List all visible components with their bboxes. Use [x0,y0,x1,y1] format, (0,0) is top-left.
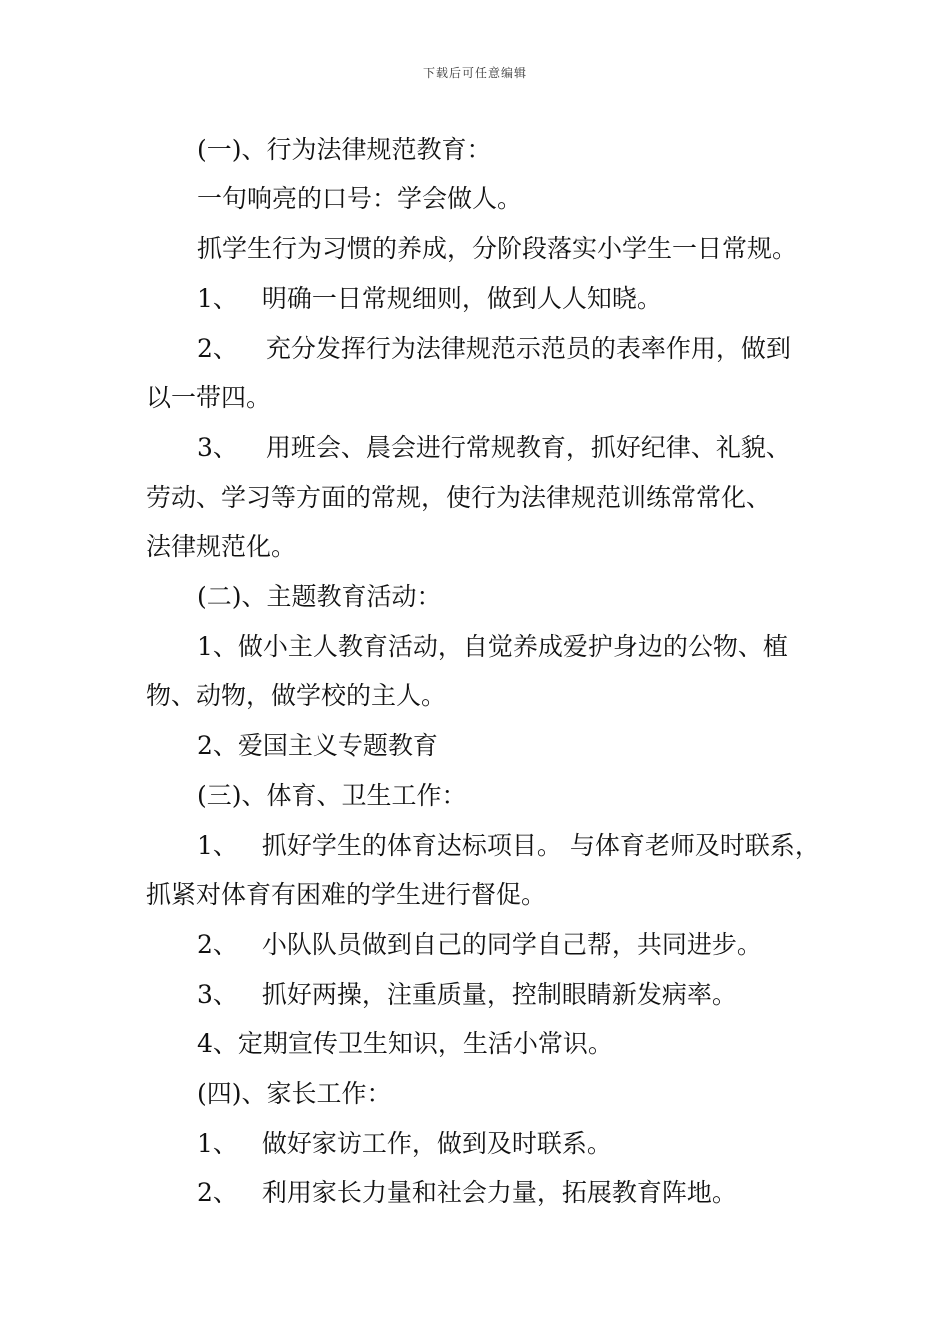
list-item: 1、 明确一日常规细则，做到人人知晓。 [197,284,662,313]
paragraph-line: 劳动、学习等方面的常规，使行为法律规范训练常常化、 [146,483,772,512]
section-heading: (三)、体育、卫生工作： [197,781,467,810]
paragraph-line: 法律规范化。 [146,532,297,561]
paragraph-line: 抓学生行为习惯的养成，分阶段落实小学生一日常规。 [197,234,798,263]
page-header: 下载后可任意编辑 [422,66,527,80]
paragraph-line: 物、动物，做学校的主人。 [146,681,447,710]
paragraph-line: 2、爱国主义专题教育 [197,731,438,760]
list-item: 2、 小队队员做到自己的同学自己帮，共同进步。 [197,930,762,959]
section-heading: (四)、家长工作： [197,1079,392,1108]
paragraph-line: 以一带四。 [146,383,272,412]
list-item: 1、 做好家访工作，做到及时联系。 [197,1129,612,1158]
paragraph-line: 一句响亮的口号：学会做人。 [197,184,523,213]
section-heading: (一)、行为法律规范教育： [197,135,492,164]
paragraph-line: 抓紧对体育有困难的学生进行督促。 [146,880,547,909]
paragraph-line: 4、定期宣传卫生知识，生活小常识。 [197,1029,613,1058]
paragraph-line: 1、做小主人教育活动，自觉养成爱护身边的公物、植 [197,632,788,661]
list-item: 3、 用班会、晨会进行常规教育，抓好纪律、礼貌、 [197,433,791,462]
list-item: 2、 充分发挥行为法律规范示范员的表率作用，做到 [197,334,791,363]
section-heading: (二)、主题教育活动： [197,582,442,611]
list-item: 3、 抓好两操，注重质量，控制眼睛新发病率。 [197,980,737,1009]
list-item: 2、 利用家长力量和社会力量，拓展教育阵地。 [197,1178,737,1207]
list-item: 1、 抓好学生的体育达标项目。 与体育老师及时联系， [197,831,820,860]
